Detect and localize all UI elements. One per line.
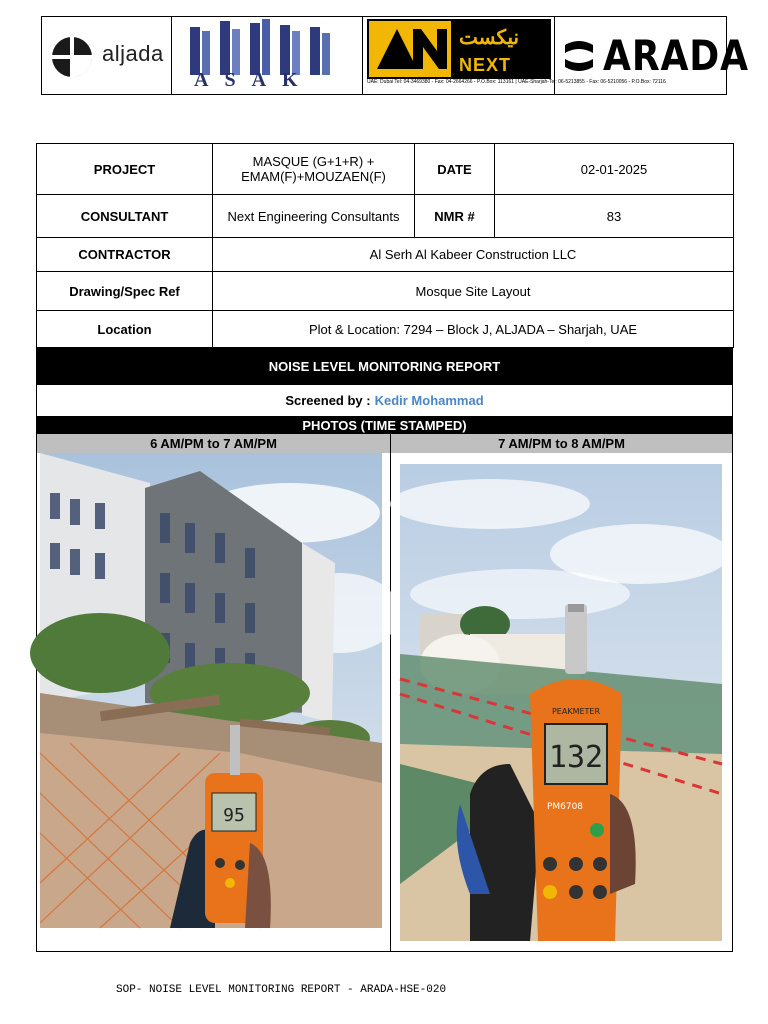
next-logo-block	[367, 19, 551, 79]
arada-logo	[555, 17, 749, 94]
project-info-table	[36, 143, 734, 348]
project-label: PROJECT	[37, 144, 213, 195]
location-label: Location	[37, 311, 213, 348]
aljada-logo	[42, 17, 172, 94]
drawing-label: Drawing/Spec Ref	[37, 272, 213, 311]
aljada-mark-icon	[50, 35, 94, 79]
left-meter-reading: 95	[223, 805, 245, 826]
arada-wordmark: ARADA	[603, 31, 749, 80]
next-arabic-name: نيكست	[459, 27, 520, 49]
asak-buildings-icon	[172, 17, 363, 77]
right-meter-model: PM6708	[546, 802, 584, 812]
next-wordmark: NEXT	[459, 55, 512, 75]
photo-cell-left	[37, 453, 391, 951]
next-contact-info: UAE: Dubai Tel: 04-3469380 - Fax: 04-2664266 - P.O.Box: 113161 | UAE-Sharjah-Tel: 06-5213855 - Fax: 06-5210056 - P.O.Box: 72116	[367, 79, 666, 85]
report-title: NOISE LEVEL MONITORING REPORT	[36, 347, 733, 385]
date-label: DATE	[415, 144, 495, 195]
consultant-value: Next Engineering Consultants	[213, 195, 415, 238]
contractor-row	[37, 238, 734, 272]
asak-wordmark: ASAK	[194, 69, 314, 91]
project-value: MASQUE (G+1+R) + EMAM(F)+MOUZAEN(F)	[213, 144, 415, 195]
screened-label: Screened by :	[285, 393, 371, 408]
photo-left	[40, 453, 382, 928]
contractor-value: Al Serh Al Kabeer Construction LLC	[213, 238, 734, 272]
date-value: 02-01-2025	[495, 144, 734, 195]
drawing-row	[37, 272, 734, 311]
consultant-row	[37, 195, 734, 238]
logo-header	[41, 16, 749, 95]
time-slot-2: 7 AM/PM to 8 AM/PM	[498, 436, 625, 451]
next-emblem-icon	[367, 19, 453, 79]
location-value: Plot & Location: 7294 – Block J, ALJADA – Sharjah, UAE	[213, 311, 734, 348]
nmr-label: NMR #	[415, 195, 495, 238]
screened-by-row	[36, 385, 733, 416]
screened-name: Kedir Mohammad	[374, 393, 484, 408]
photo-area	[36, 453, 733, 952]
drawing-value: Mosque Site Layout	[213, 272, 734, 311]
photos-title: PHOTOS (TIME STAMPED)	[36, 416, 733, 434]
right-meter-brand: PEAKMETER	[551, 707, 601, 716]
footer-reference: SOP- NOISE LEVEL MONITORING REPORT - ARADA-HSE-020	[116, 984, 447, 996]
aljada-wordmark: aljada	[102, 41, 164, 66]
photo-right	[400, 464, 722, 941]
consultant-label: CONSULTANT	[37, 195, 213, 238]
time-slot-row	[36, 434, 733, 453]
project-row	[37, 144, 734, 195]
nmr-value: 83	[495, 195, 734, 238]
arada-mark-icon	[563, 39, 595, 73]
right-meter-reading: 132	[548, 740, 604, 775]
location-row	[37, 311, 734, 348]
time-slot-1: 6 AM/PM to 7 AM/PM	[37, 434, 391, 453]
asak-logo	[172, 17, 363, 94]
next-logo	[363, 17, 666, 94]
contractor-label: CONTRACTOR	[37, 238, 213, 272]
photo-cell-right	[391, 453, 732, 951]
